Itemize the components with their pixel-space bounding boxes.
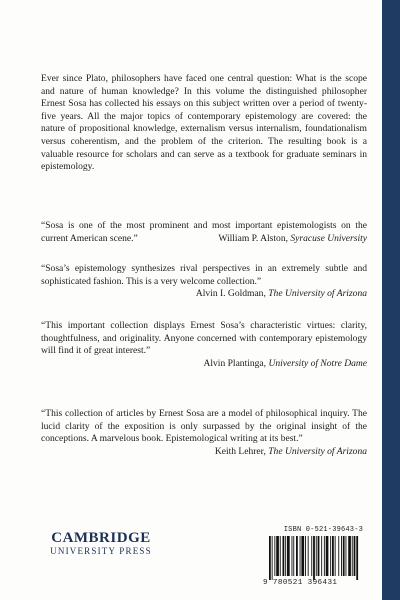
endorsement-quote <box>41 220 367 245</box>
publisher-press: UNIVERSITY PRESS <box>50 546 152 556</box>
quote-affiliation: The University of Arizona <box>268 288 367 300</box>
endorsement-quote <box>41 408 367 458</box>
barcode-bar <box>280 536 281 576</box>
barcode-bar <box>274 536 275 576</box>
isbn-label: ISBN 0-521-39643-3 <box>283 526 363 534</box>
barcode-bar <box>301 536 304 576</box>
publisher-name: CAMBRIDGE <box>51 530 151 546</box>
quote-author: Alvin I. Goldman, <box>195 288 266 300</box>
quote-affiliation: The University of Arizona <box>268 445 367 457</box>
quote-text: “This important collection displays Ernest Sosa’s characteristic virtues: clarity, thoughtfulness, and originality. Anyone concerned with contemporary epistemology will find it of great interest.” <box>41 320 367 357</box>
barcode-icon <box>263 536 363 580</box>
barcode-bar <box>300 536 301 576</box>
book-description: Ever since Plato, philosophers have faced one central question: What is the scope and nature of human knowledge? In this volume the distinguished philosopher Ernest Sosa has collected his essays on this subject written over a period of twenty-five years. All the major topics of contemporary epistemology are covered: the nature of propositional knowledge, externalism versus internalism, foundationalism versus coherentism, and the problem of the criterion. The resulting book is a valuable resource for scholars and can serve as a textbook for graduate seminars in epistemology. <box>41 73 367 173</box>
ean-number: 9 780521 396431 <box>263 579 338 587</box>
spine-color-bar <box>382 0 400 600</box>
barcode-bar <box>287 536 290 576</box>
quote-author: Keith Lehrer, <box>214 445 266 457</box>
barcode-bar <box>318 536 320 576</box>
barcode-bar <box>292 536 293 576</box>
quote-text: “Sosa is one of the most prominent and most important epistemologists on the current American scene.” <box>41 220 367 244</box>
quote-attribution <box>41 358 367 371</box>
barcode-bar <box>311 536 312 576</box>
endorsement-quote <box>41 320 367 370</box>
quote-text: “This collection of articles by Ernest Sosa are a model of philosophical inquiry. The lucid clarity of the exposition is only surpassed by the original insight of the conceptions. A marvelous book. Epistemological writing at its best.” <box>41 408 367 445</box>
barcode-bar <box>269 536 271 580</box>
barcode-bar <box>326 536 329 576</box>
barcode-bar <box>305 536 306 576</box>
quote-affiliation: Syracuse University <box>290 232 367 244</box>
quote-attribution <box>218 233 367 246</box>
barcode-bar <box>276 536 279 576</box>
barcode-bar <box>341 536 342 576</box>
barcode-bar <box>283 536 285 576</box>
barcode-bar <box>293 536 294 576</box>
quote-author: William P. Alston, <box>218 232 288 244</box>
barcode-block <box>263 526 363 587</box>
quote-text: “Sosa’s epistemology synthesizes rival perspectives in an extremely subtle and sophisticated fashion. This is a very welcome collection.” <box>41 263 367 287</box>
barcode-bar <box>346 536 347 576</box>
publisher-logo <box>41 530 161 556</box>
barcode-bar <box>272 536 273 580</box>
barcode-bar <box>354 536 356 576</box>
barcode-bar <box>330 536 331 576</box>
barcode-bar <box>352 536 353 576</box>
quote-author: Alvin Plantinga, <box>203 357 267 369</box>
barcode-bar <box>348 536 351 576</box>
quote-attribution <box>41 288 367 301</box>
barcode-bar <box>285 536 286 576</box>
barcode-bar <box>316 536 317 576</box>
quote-affiliation: University of Notre Dame <box>268 357 367 369</box>
barcode-bar <box>343 536 345 576</box>
barcode-bar <box>335 536 336 576</box>
barcode-bar <box>321 536 322 576</box>
quote-attribution <box>215 446 367 459</box>
barcode-bar <box>313 536 315 580</box>
barcode-bar <box>332 536 334 576</box>
barcode-bar <box>356 536 358 580</box>
barcode-bar <box>324 536 325 576</box>
barcode-bar <box>338 536 339 576</box>
barcode-bar <box>296 536 298 576</box>
barcode-bar <box>308 536 309 576</box>
endorsement-quote <box>41 263 367 301</box>
